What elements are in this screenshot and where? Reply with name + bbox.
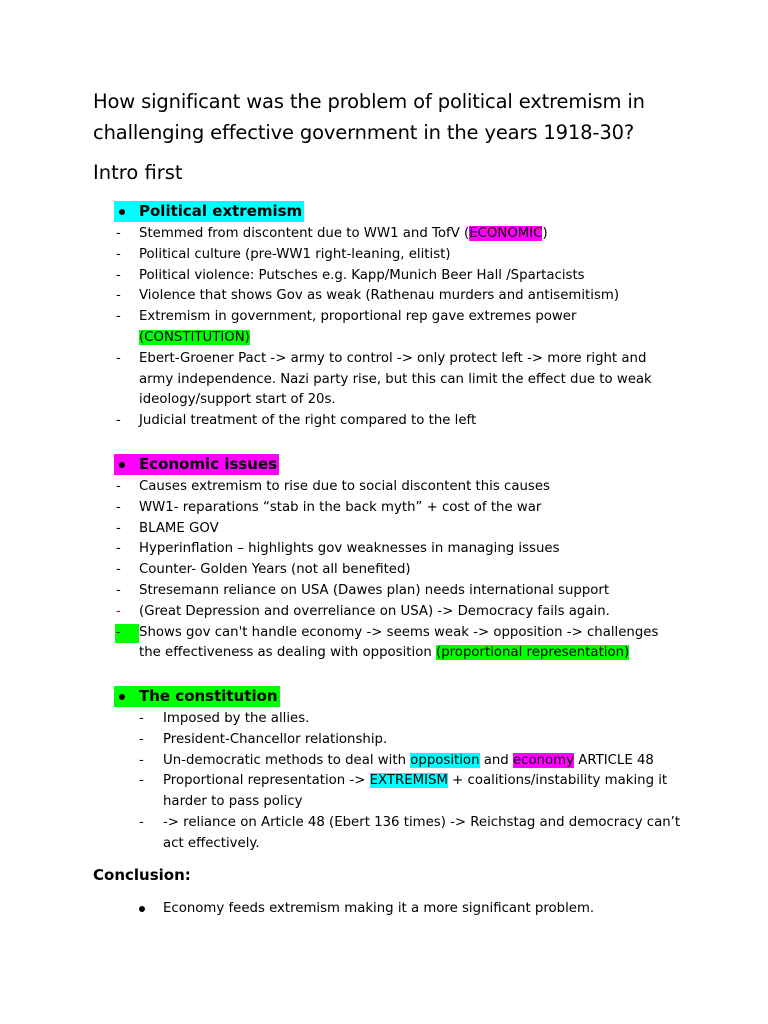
list-item: - Shows gov can't handle economy -> seems weak -> opposition -> challenges the effectiveness as dealing with opposition (proportional representation) bbox=[116, 624, 659, 661]
heading-highlight bbox=[114, 686, 280, 707]
essay-title: How significant was the problem of political extremism in challenging effective government in the years 1918-30? bbox=[93, 90, 645, 144]
section-heading-text: Economic issues bbox=[139, 455, 278, 473]
list-item: - Causes extremism to rise due to social discontent this causes bbox=[116, 479, 550, 494]
bullet-icon bbox=[119, 209, 125, 215]
bullet-icon bbox=[119, 462, 125, 468]
list-item: - Judicial treatment of the right compared to the left bbox=[116, 413, 477, 429]
list-item: - Political culture (pre-WW1 right-leaning, elitist) bbox=[116, 246, 451, 262]
constitution-list bbox=[0, 709, 768, 855]
list-item: - President-Chancellor relationship. bbox=[139, 731, 388, 747]
section-heading-political-extremism bbox=[114, 201, 304, 222]
opposition-highlight: opposition bbox=[410, 752, 480, 768]
political-extremism-list bbox=[0, 224, 768, 432]
list-item: - Violence that shows Gov as weak (Rathenau murders and antisemitism) bbox=[116, 288, 620, 304]
heading-highlight bbox=[114, 201, 304, 222]
economy-highlight: economy bbox=[512, 752, 574, 768]
economic-highlight: ECONOMIC bbox=[469, 226, 543, 241]
list-item: - WW1- reparations “stab in the back myth” + cost of the war bbox=[116, 499, 542, 515]
heading-highlight bbox=[114, 454, 279, 475]
list-item: - Stemmed from discontent due to WW1 and TofV (ECONOMIC) bbox=[116, 226, 548, 241]
section-heading-economic-issues bbox=[114, 454, 279, 475]
bullet-icon bbox=[119, 694, 125, 700]
bullet-icon bbox=[139, 906, 145, 912]
economic-issues-list bbox=[0, 477, 768, 664]
conclusion-heading: Conclusion: bbox=[93, 866, 191, 884]
list-item: - BLAME GOV bbox=[116, 520, 219, 536]
conclusion-item: Economy feeds extremism making it a more significant problem. bbox=[139, 899, 594, 919]
list-item: - Stresemann reliance on USA (Dawes plan) needs international support bbox=[116, 582, 610, 598]
section-heading-text: The constitution bbox=[139, 687, 278, 705]
list-item: - Hyperinflation – highlights gov weaknesses in managing issues bbox=[116, 541, 560, 557]
intro-heading: Intro first bbox=[93, 161, 183, 184]
list-item: - Ebert-Groener Pact -> army to control -> only protect left -> more right and army independence. Nazi party rise, but this can limit the effect due to weak ideology/support start of 20s. bbox=[116, 350, 652, 408]
constitution-highlight: (CONSTITUTION) bbox=[139, 329, 250, 345]
list-item: - -> reliance on Article 48 (Ebert 136 times) -> Reichstag and democracy can’t act effectively. bbox=[139, 814, 681, 851]
section-heading-text: Political extremism bbox=[139, 202, 303, 220]
list-item: - Imposed by the allies. bbox=[139, 711, 310, 726]
list-item: - Un-democratic methods to deal with opposition and economy ARTICLE 48 bbox=[139, 752, 654, 768]
extremism-highlight: EXTREMISM bbox=[369, 773, 448, 789]
list-item: - (Great Depression and overreliance on USA) -> Democracy fails again. bbox=[116, 603, 610, 619]
list-item: - Proportional representation -> EXTREMISM + coalitions/instability making it harder to pass policy bbox=[139, 773, 668, 810]
proportional-representation-highlight: (proportional representation) bbox=[436, 645, 630, 661]
list-item: - Counter- Golden Years (not all benefited) bbox=[116, 562, 411, 578]
section-heading-the-constitution bbox=[114, 686, 280, 707]
list-item: - Political violence: Putsches e.g. Kapp/Munich Beer Hall /Spartacists bbox=[116, 267, 585, 283]
list-item: - Extremism in government, proportional rep gave extremes power (CONSTITUTION) bbox=[116, 309, 577, 345]
